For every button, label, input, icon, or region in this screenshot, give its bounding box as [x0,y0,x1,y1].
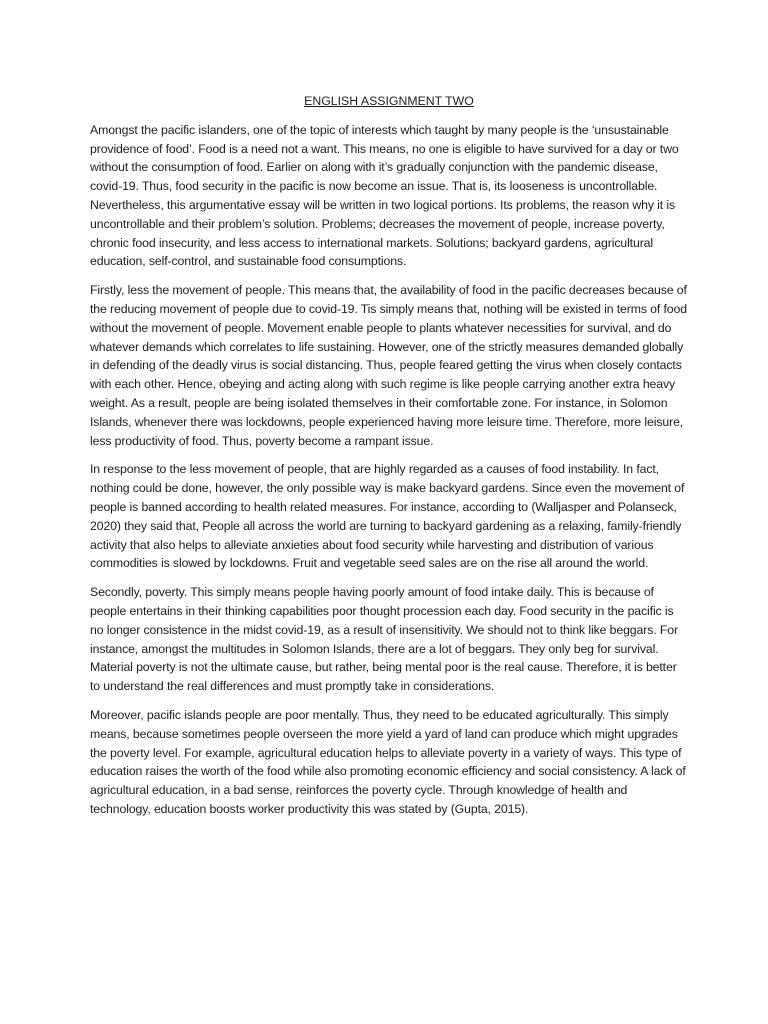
paragraph-backyard-gardens: In response to the less movement of people, that are highly regarded as a causes of food instability. In fact, nothing could be done, however, the only possible way is make backyard gardens. Since even the movement of people is banned according to health related measures. For instance, according to (Walljasper and Polanseck, 2020) they said that, People all across the world are turning to backyard gardening as a relaxing, family-friendly activity that also helps to alleviate anxieties about food security while harvesting and distribution of various commodities is slowed by lockdowns. Fruit and vegetable seed sales are on the rise all around the world. [90,462,685,571]
paragraph-introduction: Amongst the pacific islanders, one of the topic of interests which taught by many people is the ‘unsustainable providence of food’. Food is a need not a want. This means, no one is eligible to have survived for a day or two without the consumption of food. Earlier on along with it’s gradually conjunction with the pandemic disease, covid-19. Thus, food security in the pacific is now become an issue. That is, its looseness is uncontrollable. Nevertheless, this argumentative essay will be written in two logical portions. Its problems, the reason why it is uncontrollable and their problem’s solution. Problems; decreases the movement of people, increase poverty, chronic food insecurity, and less access to international markets. Solutions; backyard gardens, agricultural education, self-control, and sustainable food consumptions. [90,122,679,269]
paragraph-poverty: Secondly, poverty. This simply means people having poorly amount of food intake daily. This is because of people entertains in their thinking capabilities poor thought procession each day. Food security in the pacific is no longer consistence in the midst covid-19, as a result of insensitivity. We should not to think like beggars. For instance, amongst the multitudes in Solomon Islands, there are a lot of beggars. They only beg for survival. Material poverty is not the ultimate cause, but rather, being mental poor is the real cause. Therefore, it is better to understand the real differences and must promptly take in considerations. [90,585,678,694]
document-body [90,92,688,829]
paragraph-agricultural-education: Moreover, pacific islands people are poor mentally. Thus, they need to be educated agriculturally. This simply means, because sometimes people overseen the more yield a yard of land can produce which might upgrades the poverty level. For example, agricultural education helps to alleviate poverty in a variety of ways. This type of education raises the worth of the food while also promoting economic efficiency and social consistency. A lack of agricultural education, in a bad sense, reinforces the poverty cycle. Through knowledge of health and technology, education boosts worker productivity this was stated by (Gupta, 2015). [90,707,686,816]
paragraph-movement-of-people: Firstly, less the movement of people. This means that, the availability of food in the pacific decreases because of the reducing movement of people due to covid-19. Tis simply means that, nothing will be existed in terms of food without the movement of people. Movement enable people to plants whatever necessities for survival, and do whatever demands which correlates to life sustaining. However, one of the strictly measures demanded globally in defending of the deadly virus is social distancing. Thus, people feared getting the virus when closely contacts with each other. Hence, obeying and acting along with such regime is like people carrying another extra heavy weight. As a result, people are being isolated themselves in their comfortable zone. For instance, in Solomon Islands, whenever there was lockdowns, people experienced having more leisure time. Therefore, more leisure, less productivity of food. Thus, poverty become a rampant issue. [90,283,687,448]
document-title: ENGLISH ASSIGNMENT TWO [304,94,474,108]
